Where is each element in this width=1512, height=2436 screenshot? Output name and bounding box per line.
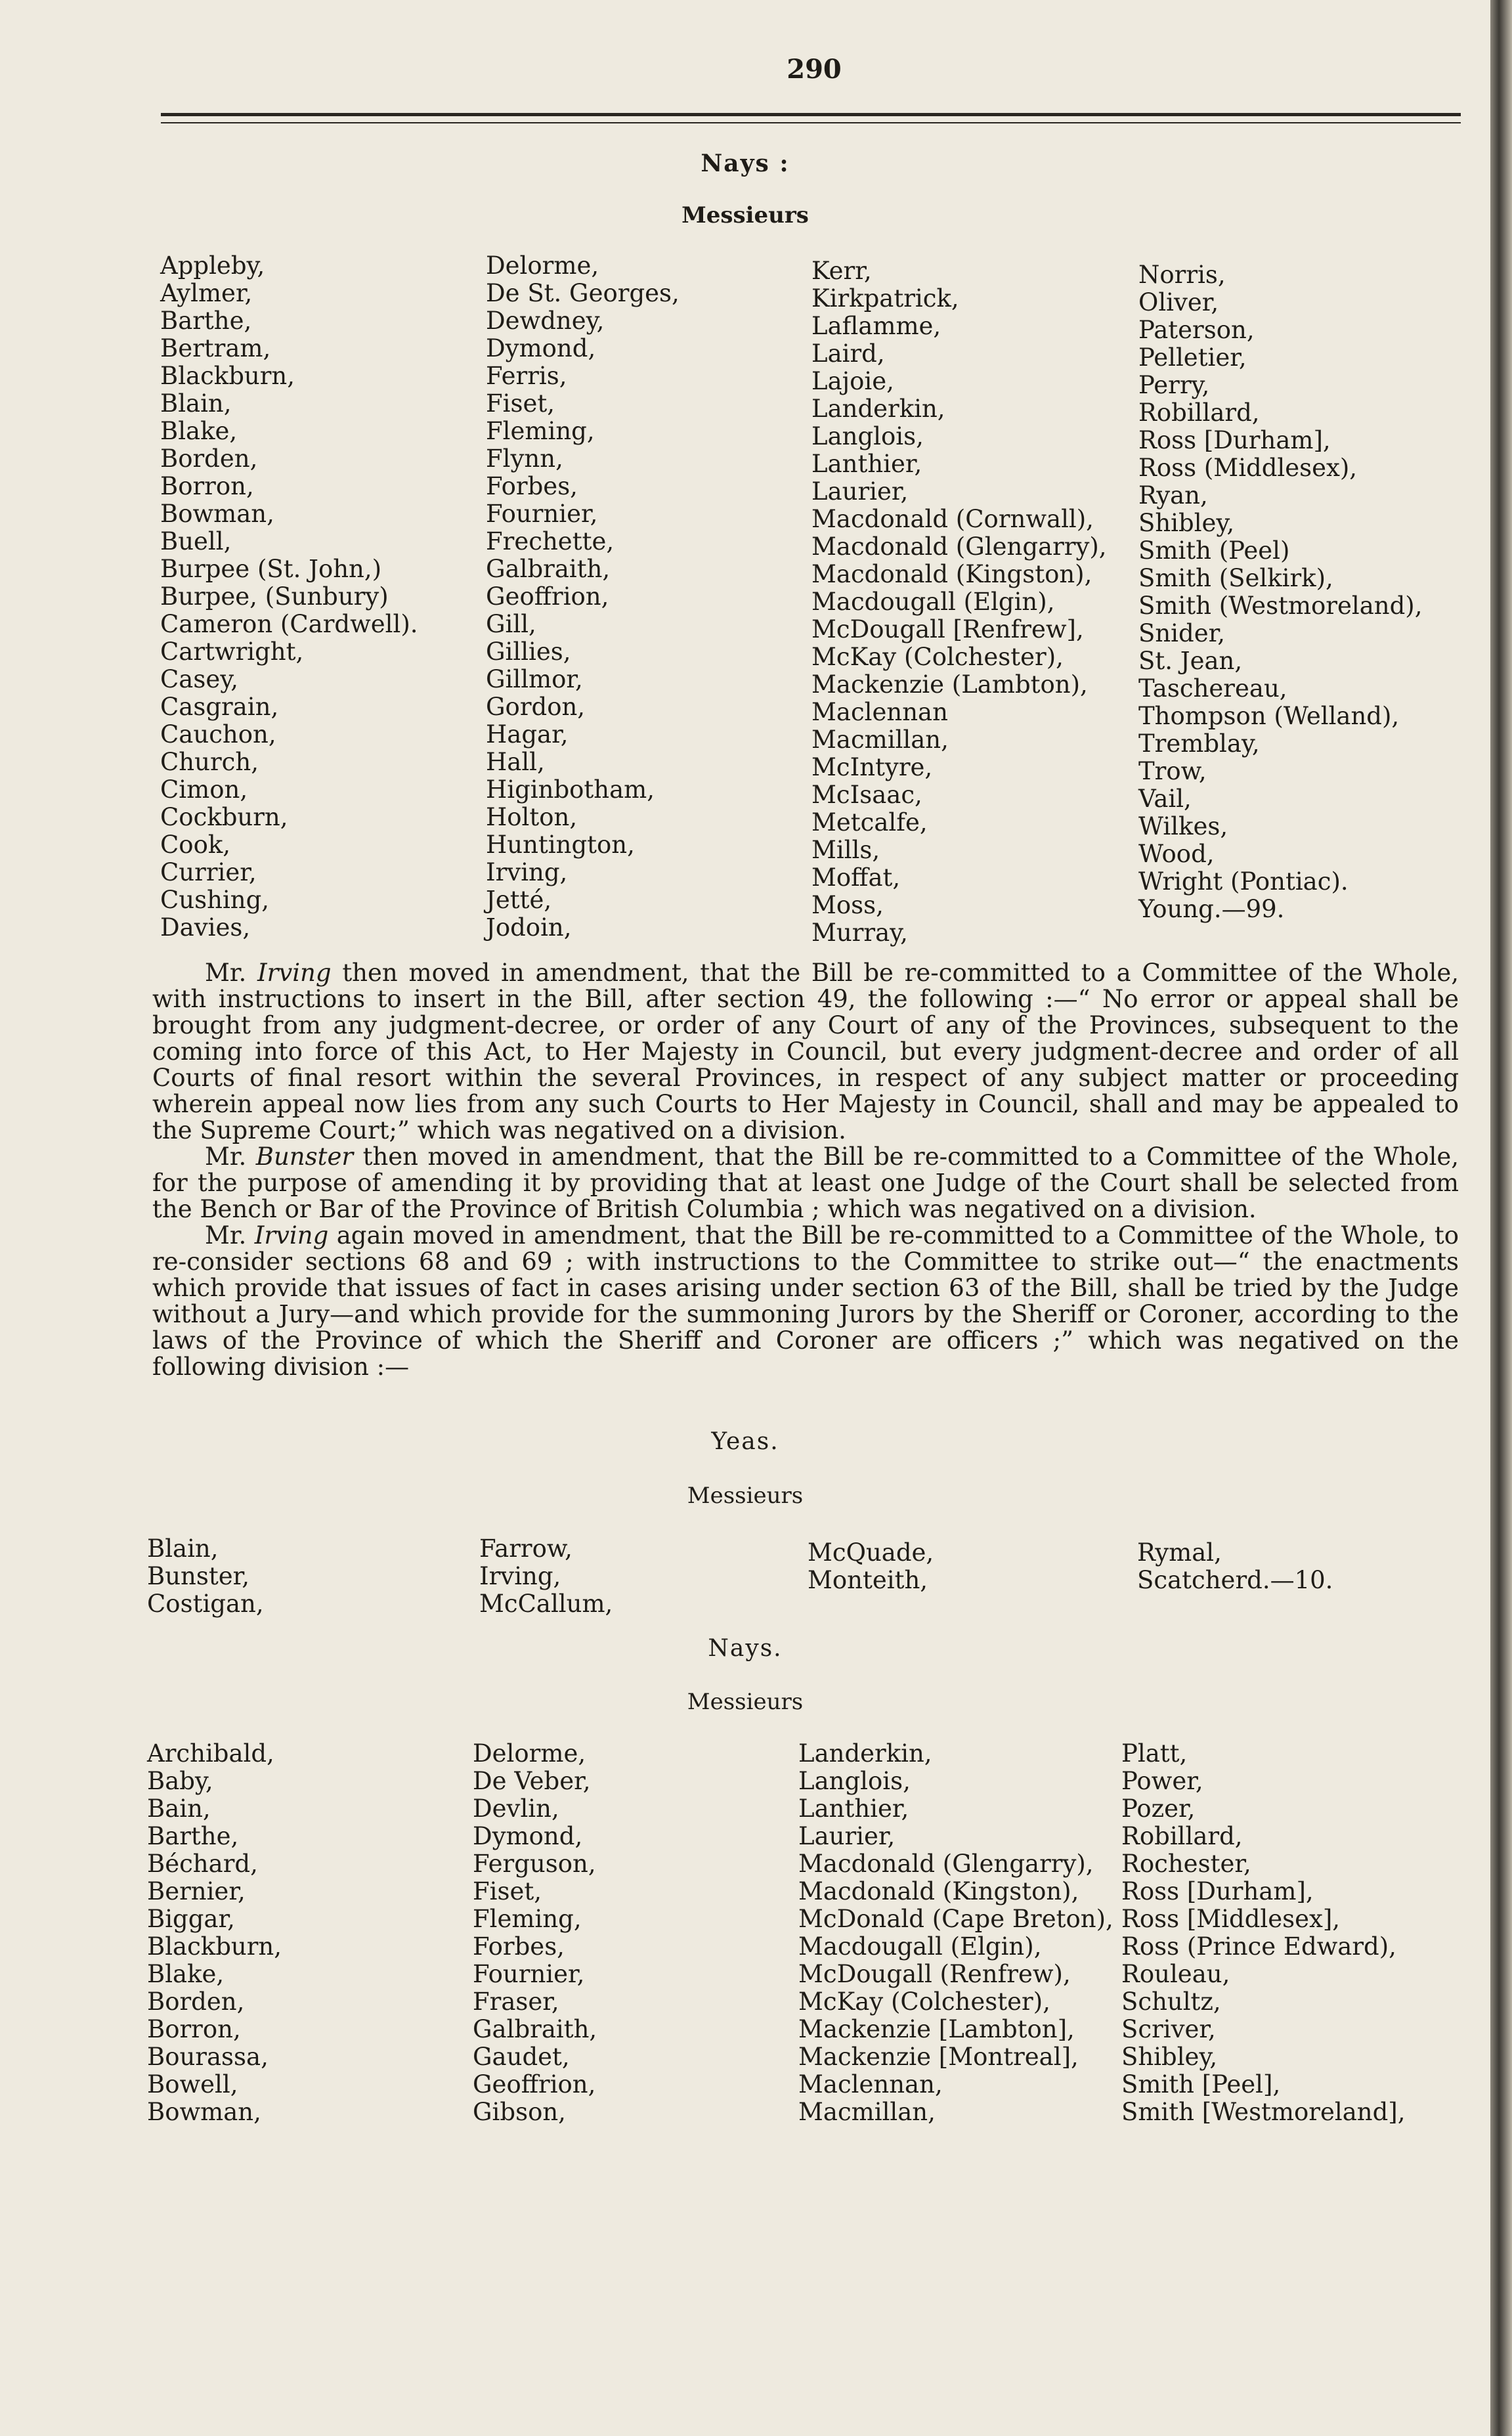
amendment-paragraph-3: Mr. Irving again moved in amendment, that the Bill be re-committed to a Committee of the Whole, to re-consider sections 68 and 69 ; with instructions to the Committee to strike out—“ the enactments which provide that issues of fact in cases arising under section 63 of the Bill, shall be tried by the Judge without a Jury—and which provide for the summoning Jurors by the Sheriff or Coroner, according to the laws of the Province of which the Sheriff and Coroner are officers ;” which was negatived on the following division :— bbox=[152, 1221, 1459, 1381]
member-name: Fraser, bbox=[473, 1988, 559, 2016]
member-name: Borden, bbox=[160, 445, 258, 473]
member-name: Maclennan, bbox=[798, 2070, 943, 2099]
member-name: Bowell, bbox=[147, 2070, 238, 2099]
member-name: Monteith, bbox=[808, 1566, 928, 1594]
member-name: Cameron (Cardwell). bbox=[160, 610, 418, 638]
nays2-column-3 bbox=[798, 1740, 1113, 2126]
member-name: Irving, bbox=[479, 1562, 561, 1590]
member-name: Ryan, bbox=[1138, 481, 1208, 510]
member-name: Baby, bbox=[147, 1767, 213, 1795]
member-name: Ross (Middlesex), bbox=[1138, 454, 1358, 482]
header-rule-thick bbox=[161, 113, 1461, 116]
member-name: Trow, bbox=[1138, 757, 1207, 785]
nays2-column-2 bbox=[473, 1740, 597, 2126]
member-name: Béchard, bbox=[147, 1850, 258, 1878]
member-name: Macdonald (Kingston), bbox=[798, 1877, 1079, 1905]
member-name: Cockburn, bbox=[160, 803, 288, 831]
member-name: Gibson, bbox=[473, 2098, 566, 2126]
member-name: Smith (Westmoreland), bbox=[1138, 592, 1423, 620]
member-name: Fiset, bbox=[486, 389, 555, 418]
member-name: Higinbotham, bbox=[486, 775, 655, 804]
member-name: Flynn, bbox=[486, 445, 563, 473]
member-name: Fournier, bbox=[486, 500, 598, 528]
member-name: McCallum, bbox=[479, 1590, 613, 1618]
member-name: Macdonald (Glengarry), bbox=[811, 533, 1107, 561]
member-name: Biggar, bbox=[147, 1905, 235, 1933]
member-name: Delorme, bbox=[473, 1739, 586, 1768]
member-name: Ferguson, bbox=[473, 1850, 596, 1878]
member-name: Blackburn, bbox=[160, 362, 295, 390]
member-name: Shibley, bbox=[1138, 509, 1235, 537]
member-name: Gillmor, bbox=[486, 665, 583, 693]
member-name: Cauchon, bbox=[160, 720, 276, 749]
binding-edge bbox=[1490, 0, 1512, 2436]
yeas-column-3 bbox=[808, 1539, 934, 1594]
member-name: Bernier, bbox=[147, 1877, 246, 1905]
member-name: Kirkpatrick, bbox=[811, 284, 959, 313]
member-name: Buell, bbox=[160, 527, 232, 555]
member-name: Borden, bbox=[147, 1988, 245, 2016]
messieurs-label-3: Messieurs bbox=[687, 1689, 804, 1715]
member-name: Farrow, bbox=[479, 1534, 572, 1563]
nays-heading-1: Nays : bbox=[701, 150, 790, 177]
member-name: Forbes, bbox=[473, 1932, 565, 1961]
member-name: Bertram, bbox=[160, 334, 271, 362]
member-name: Lanthier, bbox=[798, 1794, 909, 1823]
member-name: Blake, bbox=[160, 417, 238, 445]
member-name: Vail, bbox=[1138, 785, 1192, 813]
yeas-heading: Yeas. bbox=[711, 1428, 779, 1455]
member-name: Landerkin, bbox=[811, 395, 945, 423]
member-name: Mackenzie [Lambton], bbox=[798, 2015, 1075, 2043]
member-name: McIntyre, bbox=[811, 753, 933, 781]
member-name: Perry, bbox=[1138, 371, 1210, 399]
amendment-text bbox=[152, 960, 1459, 1380]
member-name: Robillard, bbox=[1138, 399, 1260, 427]
member-name: Galbraith, bbox=[473, 2015, 597, 2043]
member-name: Thompson (Welland), bbox=[1138, 702, 1400, 730]
member-name: Mackenzie [Montreal], bbox=[798, 2043, 1079, 2071]
nays2-column-4 bbox=[1121, 1740, 1405, 2126]
member-name: Langlois, bbox=[798, 1767, 911, 1795]
nays1-column-4 bbox=[1138, 261, 1422, 923]
member-name: Ross [Durham], bbox=[1121, 1877, 1314, 1905]
member-name: Wood, bbox=[1138, 840, 1215, 868]
member-name: Fleming, bbox=[473, 1905, 582, 1933]
member-name: Archibald, bbox=[147, 1739, 274, 1768]
member-name: Appleby, bbox=[160, 251, 265, 280]
member-name: Shibley, bbox=[1121, 2043, 1218, 2071]
member-name: Casgrain, bbox=[160, 693, 279, 721]
member-name: McDougall (Renfrew), bbox=[798, 1960, 1071, 1988]
member-name: Barthe, bbox=[147, 1822, 239, 1850]
member-name: Burpee (St. John,) bbox=[160, 555, 382, 583]
member-name: Fiset, bbox=[473, 1877, 542, 1905]
member-name: Macmillan, bbox=[811, 726, 949, 754]
member-name: Rouleau, bbox=[1121, 1960, 1230, 1988]
member-name: Hall, bbox=[486, 748, 545, 776]
member-name: Mills, bbox=[811, 836, 880, 864]
member-name: Murray, bbox=[811, 919, 908, 947]
amendment-paragraph-2: Mr. Bunster then moved in amendment, that the Bill be re-committed to a Committee of the Whole, for the purpose of amending it by providing that at least one Judge of the Court shall be selected from the Bench or Bar of the Province of British Columbia ; which was negatived on a division. bbox=[152, 1142, 1459, 1223]
member-name: Scatcherd.—10. bbox=[1137, 1566, 1333, 1594]
member-name: Macdougall (Elgin), bbox=[811, 588, 1055, 616]
page-number: 290 bbox=[787, 54, 842, 85]
member-name: Dymond, bbox=[473, 1822, 583, 1850]
yeas-column-1 bbox=[147, 1535, 264, 1618]
member-name: Hagar, bbox=[486, 720, 569, 749]
member-name: Frechette, bbox=[486, 527, 615, 555]
member-name: Pozer, bbox=[1121, 1794, 1196, 1823]
member-name: Macmillan, bbox=[798, 2098, 936, 2126]
member-name: Langlois, bbox=[811, 422, 924, 450]
member-name: Cimon, bbox=[160, 775, 248, 804]
member-name: Laird, bbox=[811, 339, 885, 368]
member-name: Gordon, bbox=[486, 693, 586, 721]
member-name: Gill, bbox=[486, 610, 536, 638]
member-name: Jetté, bbox=[486, 886, 552, 914]
member-name: Dewdney, bbox=[486, 307, 605, 335]
member-name: Cook, bbox=[160, 831, 231, 859]
member-name: Smith [Peel], bbox=[1121, 2070, 1281, 2099]
yeas-column-4 bbox=[1137, 1539, 1333, 1594]
member-name: Dymond, bbox=[486, 334, 596, 362]
nays-heading-2: Nays. bbox=[708, 1635, 783, 1662]
member-name: Rochester, bbox=[1121, 1850, 1251, 1878]
member-name: Delorme, bbox=[486, 251, 599, 280]
member-name: Smith [Westmoreland], bbox=[1121, 2098, 1406, 2126]
member-name: Borron, bbox=[160, 472, 254, 500]
messieurs-label-1: Messieurs bbox=[681, 202, 809, 228]
member-name: Robillard, bbox=[1121, 1822, 1243, 1850]
member-name: Geoffrion, bbox=[486, 582, 609, 611]
member-name: Kerr, bbox=[811, 257, 872, 285]
member-name: Power, bbox=[1121, 1767, 1203, 1795]
member-name: Young.—99. bbox=[1138, 895, 1285, 923]
member-name: Burpee, (Sunbury) bbox=[160, 582, 389, 611]
member-name: Macdonald (Cornwall), bbox=[811, 505, 1094, 533]
messieurs-label-2: Messieurs bbox=[687, 1483, 804, 1509]
member-name: Smith (Selkirk), bbox=[1138, 564, 1333, 592]
member-name: Church, bbox=[160, 748, 259, 776]
member-name: Macdougall (Elgin), bbox=[798, 1932, 1042, 1961]
member-name: Davies, bbox=[160, 913, 251, 942]
member-name: Pelletier, bbox=[1138, 343, 1247, 372]
member-name: Barthe, bbox=[160, 307, 252, 335]
member-name: McKay (Colchester), bbox=[811, 643, 1064, 671]
member-name: Landerkin, bbox=[798, 1739, 932, 1768]
member-name: Wright (Pontiac). bbox=[1138, 867, 1349, 896]
member-name: Lanthier, bbox=[811, 450, 922, 478]
member-name: Oliver, bbox=[1138, 288, 1219, 316]
member-name: Paterson, bbox=[1138, 316, 1255, 344]
member-name: Ferris, bbox=[486, 362, 567, 390]
member-name: Forbes, bbox=[486, 472, 578, 500]
member-name: Blackburn, bbox=[147, 1932, 282, 1961]
member-name: Snider, bbox=[1138, 619, 1225, 647]
member-name: Ross (Prince Edward), bbox=[1121, 1932, 1396, 1961]
nays1-column-2 bbox=[486, 252, 680, 942]
amendment-paragraph-1: Mr. Irving then moved in amendment, that the Bill be re-committed to a Committee of the Whole, with instructions to insert in the Bill, after section 49, the following :—“ No error or appeal shall be brought from any judgment-decree, or order of any Court of any of the Provinces, subsequent to the coming into force of this Act, to Her Majesty in Council, but every judgment-decree and order of all Courts of final resort within the several Provinces, in respect of any subject matter or proceeding wherein appeal now lies from any such Courts to Her Majesty in Council, shall and may be appealed to the Supreme Court;” which was negatived on a division. bbox=[152, 959, 1459, 1144]
member-name: Tremblay, bbox=[1138, 729, 1260, 758]
member-name: McKay (Colchester), bbox=[798, 1988, 1050, 2016]
member-name: Metcalfe, bbox=[811, 808, 928, 837]
member-name: Holton, bbox=[486, 803, 578, 831]
member-name: Smith (Peel) bbox=[1138, 536, 1290, 565]
member-name: Wilkes, bbox=[1138, 812, 1228, 840]
member-name: Currier, bbox=[160, 858, 257, 886]
nays1-column-1 bbox=[160, 252, 418, 942]
member-name: Bain, bbox=[147, 1794, 211, 1823]
member-name: Cartwright, bbox=[160, 638, 304, 666]
member-name: Irving, bbox=[486, 858, 568, 886]
member-name: St. Jean, bbox=[1138, 647, 1243, 675]
nays2-column-1 bbox=[147, 1740, 282, 2126]
member-name: Schultz, bbox=[1121, 1988, 1221, 2016]
member-name: Aylmer, bbox=[160, 279, 253, 307]
member-name: De Veber, bbox=[473, 1767, 591, 1795]
member-name: Lajoie, bbox=[811, 367, 894, 395]
member-name: Platt, bbox=[1121, 1739, 1188, 1768]
member-name: Blain, bbox=[160, 389, 232, 418]
member-name: McQuade, bbox=[808, 1538, 934, 1567]
member-name: Macdonald (Kingston), bbox=[811, 560, 1092, 588]
member-name: Moffat, bbox=[811, 863, 901, 892]
member-name: Norris, bbox=[1138, 261, 1226, 289]
member-name: Fleming, bbox=[486, 417, 595, 445]
member-name: Jodoin, bbox=[486, 913, 572, 942]
member-name: Fournier, bbox=[473, 1960, 585, 1988]
member-name: Laflamme, bbox=[811, 312, 941, 340]
member-name: Blain, bbox=[147, 1534, 219, 1563]
member-name: Gaudet, bbox=[473, 2043, 570, 2071]
member-name: Costigan, bbox=[147, 1590, 264, 1618]
member-name: McDonald (Cape Breton), bbox=[798, 1905, 1113, 1933]
member-name: Taschereau, bbox=[1138, 674, 1287, 703]
member-name: Bowman, bbox=[147, 2098, 261, 2126]
member-name: Casey, bbox=[160, 665, 239, 693]
member-name: Geoffrion, bbox=[473, 2070, 596, 2099]
member-name: Scriver, bbox=[1121, 2015, 1216, 2043]
member-name: Ross [Middlesex], bbox=[1121, 1905, 1341, 1933]
member-name: Bunster, bbox=[147, 1562, 249, 1590]
nays1-column-3 bbox=[811, 257, 1107, 947]
member-name: Gillies, bbox=[486, 638, 571, 666]
member-name: Laurier, bbox=[811, 477, 909, 506]
header-rule-thin bbox=[161, 122, 1461, 123]
member-name: Borron, bbox=[147, 2015, 241, 2043]
member-name: Bourassa, bbox=[147, 2043, 269, 2071]
member-name: Blake, bbox=[147, 1960, 225, 1988]
member-name: Ross [Durham], bbox=[1138, 426, 1331, 454]
member-name: Bowman, bbox=[160, 500, 274, 528]
member-name: McIsaac, bbox=[811, 781, 922, 809]
member-name: Devlin, bbox=[473, 1794, 559, 1823]
member-name: Maclennan bbox=[811, 698, 948, 726]
member-name: De St. Georges, bbox=[486, 279, 680, 307]
member-name: McDougall [Renfrew], bbox=[811, 615, 1084, 643]
member-name: Macdonald (Glengarry), bbox=[798, 1850, 1094, 1878]
member-name: Laurier, bbox=[798, 1822, 896, 1850]
member-name: Rymal, bbox=[1137, 1538, 1222, 1567]
member-name: Mackenzie (Lambton), bbox=[811, 670, 1088, 699]
yeas-column-2 bbox=[479, 1535, 613, 1618]
member-name: Galbraith, bbox=[486, 555, 611, 583]
member-name: Moss, bbox=[811, 891, 884, 919]
member-name: Cushing, bbox=[160, 886, 270, 914]
member-name: Huntington, bbox=[486, 831, 635, 859]
